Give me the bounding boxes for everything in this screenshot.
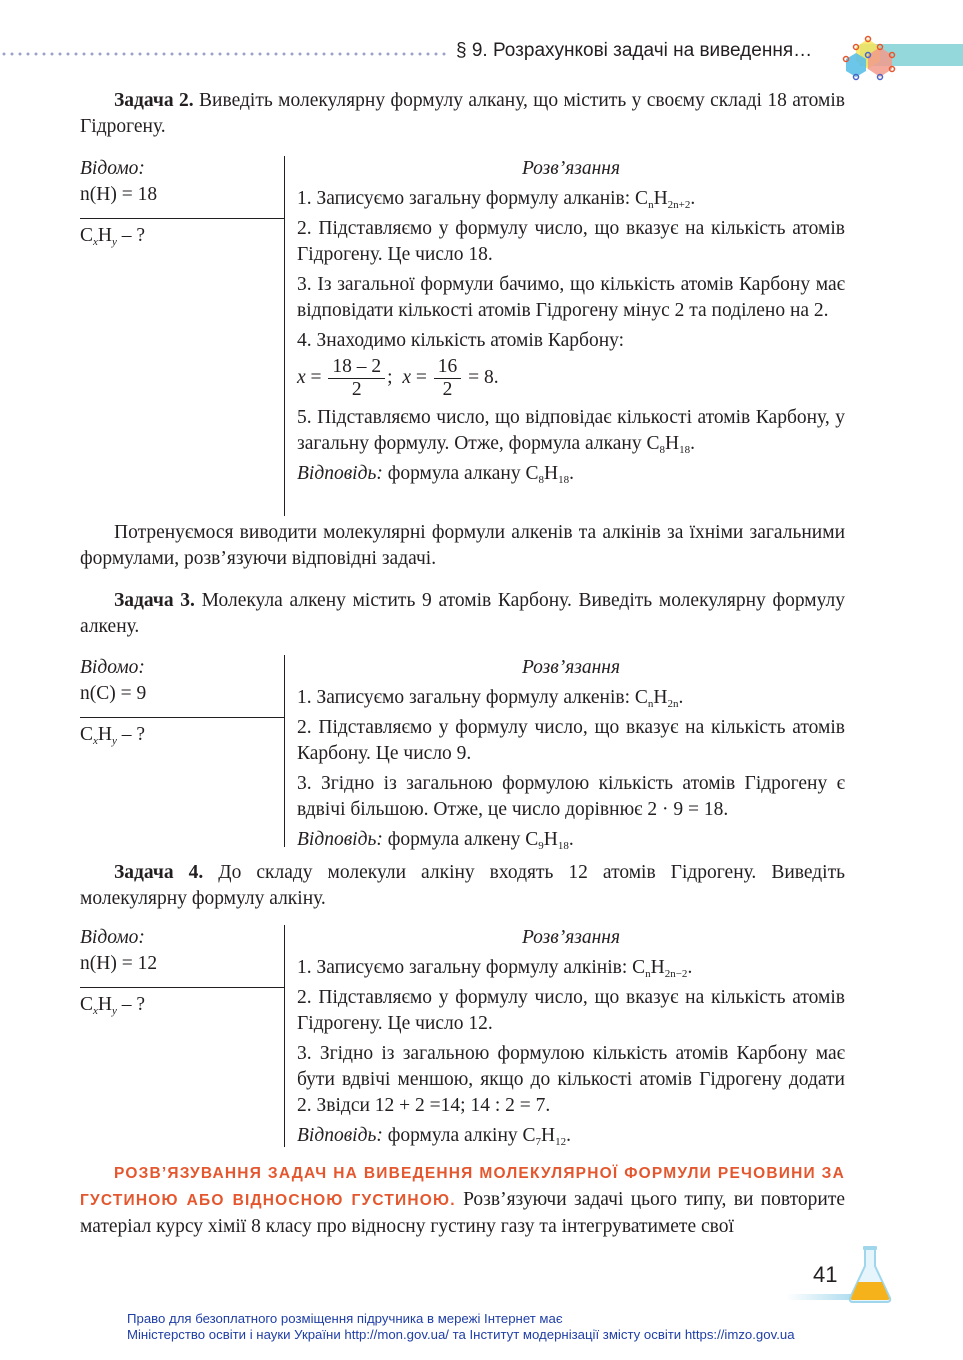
task4-text: До складу молекули алкіну входять 12 атомів Гідрогену. Виведіть молекулярну формулу алкіну.	[80, 862, 846, 909]
task2-statement	[80, 88, 845, 140]
find-formula: $C_xH_y$ – ?	[80, 987, 284, 1018]
fraction-1: $\frac{18 - 2}{2}$	[328, 356, 385, 401]
flask-icon	[846, 1244, 894, 1304]
step-1: 1. Записуємо загальну формулу алканів: $C_nH_{2n+2}$.	[297, 188, 696, 211]
step-2: 2. Підставляємо у формулу число, що вказує на кількість атомів Гідрогену. Це число 12.	[297, 987, 845, 1034]
task2-label: Задача 2.	[114, 90, 194, 111]
divider-line	[284, 655, 285, 847]
solution-heading: Розв’язання	[521, 158, 621, 179]
step-3: 3. Із загальної формули бачимо, що кількість атомів Карбону має відповідати кількості атомів Гідрогену мінус 2 та поділено на 2.	[297, 274, 845, 321]
step-2: 2. Підставляємо у формулу число, що вказує на кількість атомів Карбону. Це число 9.	[297, 717, 845, 764]
given-label: Відомо:	[80, 927, 145, 948]
answer: Відповідь: формула алкіну $C_7H_{12}$.	[297, 1125, 572, 1148]
task3-statement	[80, 588, 845, 640]
find-formula: $C_xH_y$ – ?	[80, 218, 284, 249]
page-number: 41	[813, 1262, 838, 1287]
solution-heading: Розв’язання	[521, 657, 621, 678]
task4-given	[80, 925, 284, 1017]
molecule-icon	[838, 25, 902, 89]
step-3: 3. Згідно із загальною формулою кількість атомів Карбону має бути вдвічі меншою, якщо до кількості атомів Гідрогену додати 2. Звідси 12 + 2 =14; 14 : 2 = 7.	[297, 1043, 845, 1116]
footer-line-2: Міністерство освіти і науки України http://mon.gov.ua/ та Інститут модернізації змісту освіти https://imzo.gov.ua	[127, 1327, 795, 1342]
solution-heading: Розв’язання	[521, 927, 621, 948]
footer-line-1: Право для безоплатного розміщення підручника в мережі Інтернет має	[127, 1311, 563, 1326]
given-label: Відомо:	[80, 657, 145, 678]
task4-label: Задача 4.	[114, 862, 204, 883]
given-value: n(C) = 9	[80, 683, 147, 704]
fraction-2: $\frac{16}{2}$	[434, 356, 462, 401]
step-1: 1. Записуємо загальну формулу алкенів: $C_nH_{2n}$.	[297, 687, 684, 710]
equation: x = $\frac{18 - 2}{2}$ ; x = $\frac{16}{2}$ = 8.	[297, 356, 499, 400]
task4-statement	[80, 860, 845, 912]
task2-text: Виведіть молекулярну формулу алкану, що містить у своєму складі 18 атомів Гідрогену.	[80, 90, 846, 137]
section-heading: РОЗВ’ЯЗУВАННЯ ЗАДАЧ НА ВИВЕДЕННЯ МОЛЕКУЛЯРНОЇ ФОРМУЛИ РЕЧОВИНИ ЗА ГУСТИНОЮ АБО ВІДНОСНОЮ ГУСТИНОЮ.	[80, 1165, 845, 1209]
step-4: 4. Знаходимо кількість атомів Карбону:	[297, 330, 625, 351]
find-formula: $C_xH_y$ – ?	[80, 717, 284, 748]
header-dotted-line	[0, 52, 450, 56]
step-2: 2. Підставляємо у формулу число, що вказує на кількість атомів Гідрогену. Це число 18.	[297, 218, 845, 265]
footer	[127, 1311, 887, 1343]
step-5: 5. Підставляємо число, що відповідає кількості атомів Карбону, у загальну формулу. Отже, формула алкану $C_8H_{18}$.	[297, 407, 845, 456]
step-3: 3. Згідно із загальною формулою кількість атомів Гідрогену є вдвічі більшою. Отже, це число дорівнює 2 · 9 = 18.	[297, 773, 845, 820]
task2-given	[80, 156, 284, 248]
divider-line	[284, 156, 285, 516]
answer: Відповідь: формула алкену $C_9H_{18}$.	[297, 829, 574, 852]
task3-solution	[297, 655, 845, 853]
divider-line	[284, 925, 285, 1147]
task3-label: Задача 3.	[114, 590, 195, 611]
task3-text: Молекула алкену містить 9 атомів Карбону. Виведіть молекулярну формулу алкену.	[80, 590, 846, 637]
bridge-paragraph: Потренуємося виводити молекулярні формули алкенів та алкінів за їхніми загальними формулами, розв’язуючи відповідні задачі.	[80, 522, 845, 569]
given-label: Відомо:	[80, 158, 145, 179]
answer: Відповідь: формула алкану $C_8H_{18}$.	[297, 463, 574, 486]
section-paragraph	[80, 1160, 845, 1240]
step-1: 1. Записуємо загальну формулу алкінів: $C_nH_{2n-2}$.	[297, 957, 693, 980]
task3-given	[80, 655, 284, 747]
given-value: n(H) = 12	[80, 953, 158, 974]
given-value: n(H) = 18	[80, 184, 158, 205]
section-text: Розв’язуючи задачі цього типу, ви повторите матеріал курсу хімії 8 класу про відносну густину газу та інтегруватимете свої	[80, 1189, 845, 1237]
task2-solution	[297, 156, 845, 487]
task4-solution	[297, 925, 845, 1149]
running-header: § 9. Розрахункові задачі на виведення…	[456, 40, 813, 61]
